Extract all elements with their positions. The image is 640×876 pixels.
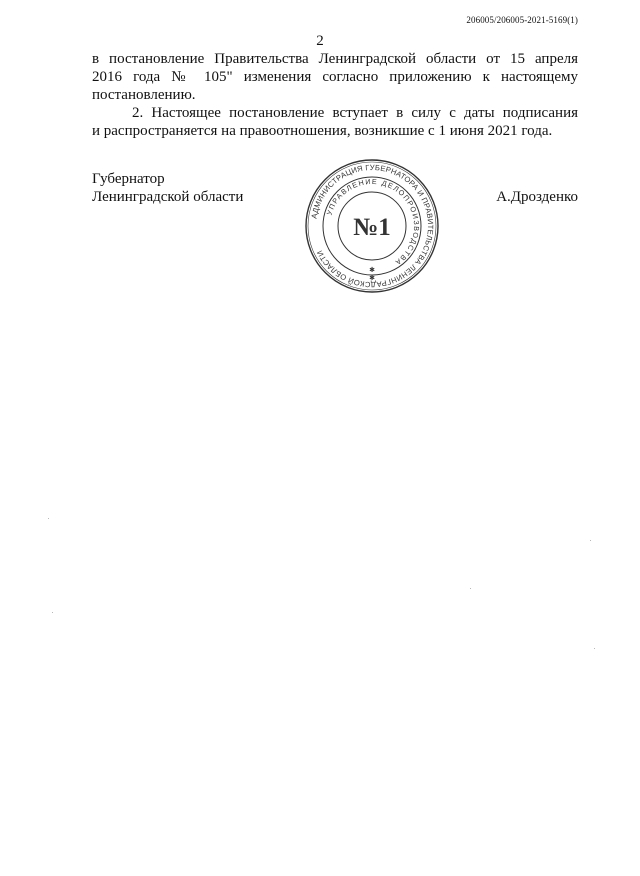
body-line: 2. Настоящее постановление вступает в силу с даты подписания xyxy=(132,105,578,121)
scan-speck xyxy=(590,540,591,541)
scan-speck xyxy=(48,518,49,519)
document-id: 206005/206005-2021-5169(1) xyxy=(466,15,578,25)
signatory-position xyxy=(92,170,243,206)
seal-star-icon: ✱ xyxy=(369,274,375,282)
body-line: в постановление Правительства Ленинградской области от 15 апреля xyxy=(92,51,578,67)
official-seal xyxy=(304,158,440,294)
seal-star-icon: ✱ xyxy=(369,266,375,274)
position-line: Губернатор xyxy=(92,171,165,187)
signatory-name: А.Дрозденко xyxy=(496,189,578,205)
position-line: Ленинградской области xyxy=(92,189,244,205)
seal-inner-text: УПРАВЛЕНИЕ ДЕЛОПРОИЗВОДСТВА xyxy=(324,176,422,268)
seal-center-number: №1 xyxy=(353,214,391,241)
body-line: и распространяется на правоотношения, возникшие с 1 июня 2021 года. xyxy=(92,123,553,139)
scan-speck xyxy=(52,612,53,613)
seal-outer-text: АДМИНИСТРАЦИЯ ГУБЕРНАТОРА И ПРАВИТЕЛЬСТВА ЛЕНИНГРАДСКОЙ ОБЛАСТИ xyxy=(309,162,436,290)
scan-speck xyxy=(594,648,595,649)
page-number: 2 xyxy=(316,33,324,49)
body-line: постановлению. xyxy=(92,87,196,103)
document-body xyxy=(92,50,578,140)
scan-speck xyxy=(470,588,471,589)
body-line: 2016 года № 105" изменения согласно приложению к настоящему xyxy=(92,69,578,85)
